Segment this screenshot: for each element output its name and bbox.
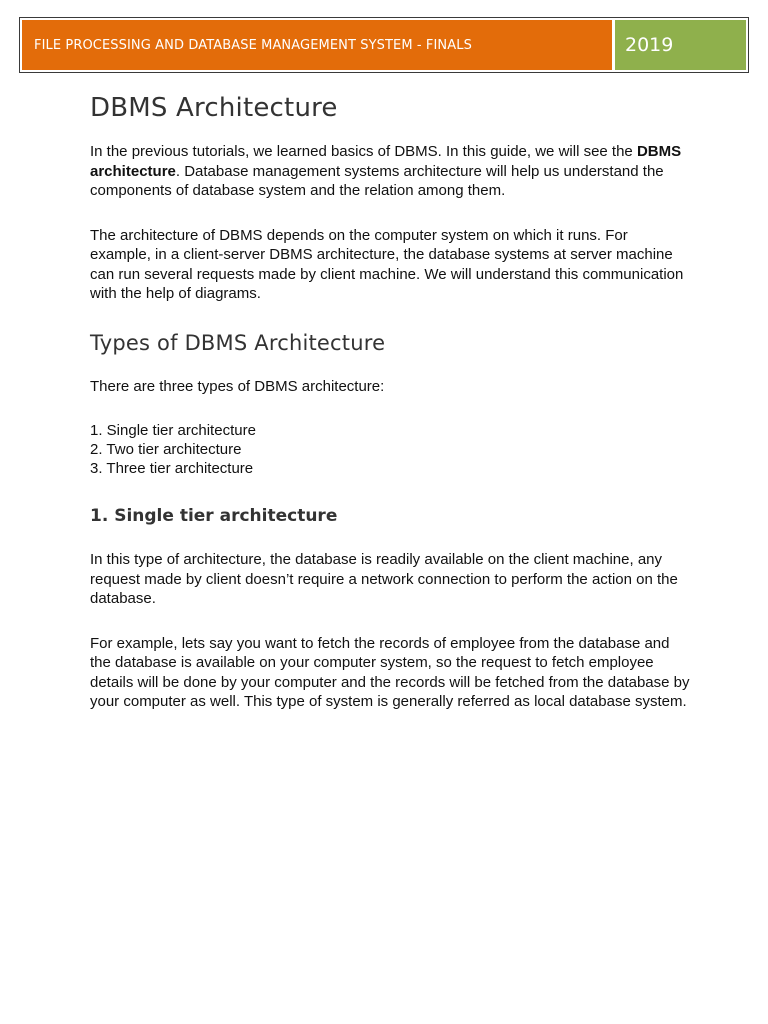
types-heading: Types of DBMS Architecture xyxy=(90,330,386,355)
header-title: FILE PROCESSING AND DATABASE MANAGEMENT SYSTEM - FINALS xyxy=(22,20,612,70)
list-item: 2. Two tier architecture xyxy=(90,441,242,458)
intro-paragraph xyxy=(90,142,690,201)
intro-text-end: . Database management systems architecture will help us understand the components of database system and the relation among them. xyxy=(90,162,664,199)
types-intro: There are three types of DBMS architecture: xyxy=(90,377,385,395)
intro-bold-term: DBMS architecture xyxy=(90,143,682,180)
header-year: 2019 xyxy=(615,20,746,70)
document-header xyxy=(19,17,749,73)
document-body xyxy=(90,88,690,737)
list-item: 3. Three tier architecture xyxy=(90,460,254,477)
single-tier-paragraph-1: In this type of architecture, the database is readily available on the client machine, any request made by client doesn’t require a network connection to perform the action on the database. xyxy=(90,551,678,607)
header-row xyxy=(22,20,746,70)
single-tier-heading: 1. Single tier architecture xyxy=(90,506,338,526)
types-list xyxy=(90,421,690,478)
intro-text-start: In the previous tutorials, we learned basics of DBMS. In this guide, we will see the xyxy=(90,143,637,160)
architecture-paragraph: The architecture of DBMS depends on the computer system on which it runs. For example, in a client-server DBMS architecture, the database systems at server machine can run several requests made by client machine. We will understand this communication with the help of diagrams. xyxy=(90,226,684,302)
page-title: DBMS Architecture xyxy=(90,93,338,123)
list-item: 1. Single tier architecture xyxy=(90,422,256,439)
single-tier-paragraph-2: For example, lets say you want to fetch the records of employee from the database and the database is available on your computer system, so the request to fetch employee details will be done by your computer and the records will be fetched from the database by your computer as well. This type of system is generally referred as local database system. xyxy=(90,634,690,710)
